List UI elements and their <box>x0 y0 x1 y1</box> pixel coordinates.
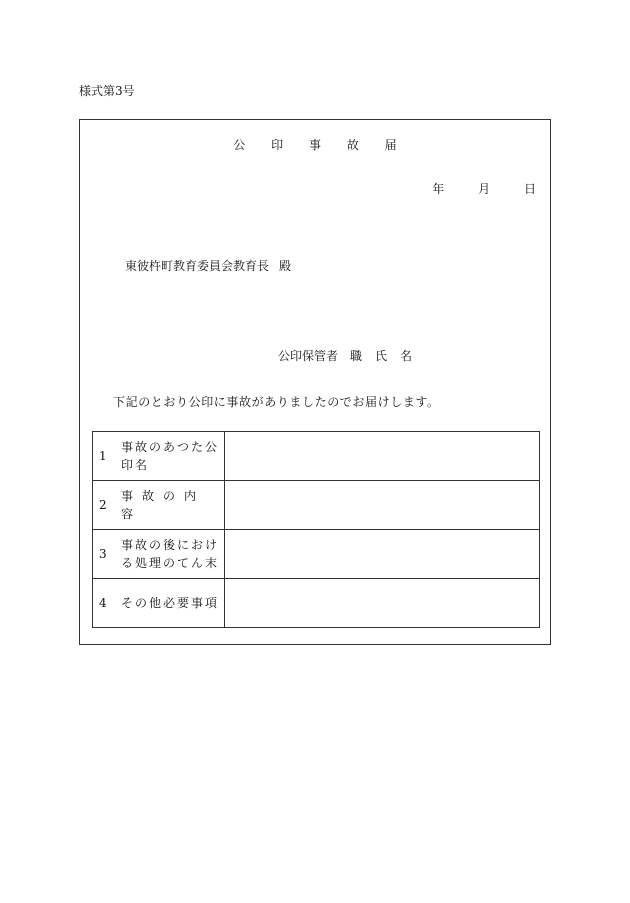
row-label-line: 印名 <box>121 458 150 472</box>
date-month: 月 <box>478 182 491 196</box>
row-number: 1 <box>99 449 107 463</box>
addressee-honorific: 殿 <box>279 259 292 273</box>
custodian-label: 公印保管者 <box>278 349 339 363</box>
title-char: 印 <box>271 138 284 152</box>
table-row <box>93 530 540 579</box>
custodian-line <box>278 347 412 364</box>
form-title <box>80 136 550 153</box>
statement: 下記のとおり公印に事故がありましたのでお届けします。 <box>113 395 440 409</box>
date-day: 日 <box>523 182 536 196</box>
table-row <box>93 481 540 530</box>
row-number: 2 <box>99 498 107 512</box>
date-year: 年 <box>432 182 445 196</box>
row-label-cell <box>93 579 225 628</box>
row-value-field[interactable] <box>225 432 540 481</box>
row-value-field[interactable] <box>225 481 540 530</box>
table-row <box>93 432 540 481</box>
row-value-field[interactable] <box>225 579 540 628</box>
custodian-position: 職 <box>350 349 363 363</box>
row-label-line: その他必要事項 <box>121 596 220 610</box>
table-row <box>93 579 540 628</box>
row-label-line: 事故の後におけ <box>121 538 220 552</box>
row-label-line: 事故のあつた公 <box>121 440 220 454</box>
title-char: 公 <box>233 138 246 152</box>
title-char: 故 <box>346 138 359 152</box>
row-number: 3 <box>99 547 107 561</box>
row-label-line: る処理のてん末 <box>121 556 220 570</box>
addressee <box>125 257 291 274</box>
row-label-line: 事故の内容 <box>121 489 206 521</box>
title-char: 届 <box>384 138 397 152</box>
custodian-name: 名 <box>400 349 413 363</box>
custodian-surname: 氏 <box>375 349 388 363</box>
details-table <box>92 431 540 628</box>
title-char: 事 <box>308 138 321 152</box>
row-label-cell <box>93 530 225 579</box>
row-number: 4 <box>99 596 107 610</box>
row-value-field[interactable] <box>225 530 540 579</box>
addressee-name: 東彼杵町教育委員会教育長 <box>125 259 270 273</box>
date-line <box>402 180 536 197</box>
row-label-cell <box>93 481 225 530</box>
row-label-cell <box>93 432 225 481</box>
form-number: 様式第3号 <box>79 84 135 98</box>
form-frame <box>79 119 551 645</box>
